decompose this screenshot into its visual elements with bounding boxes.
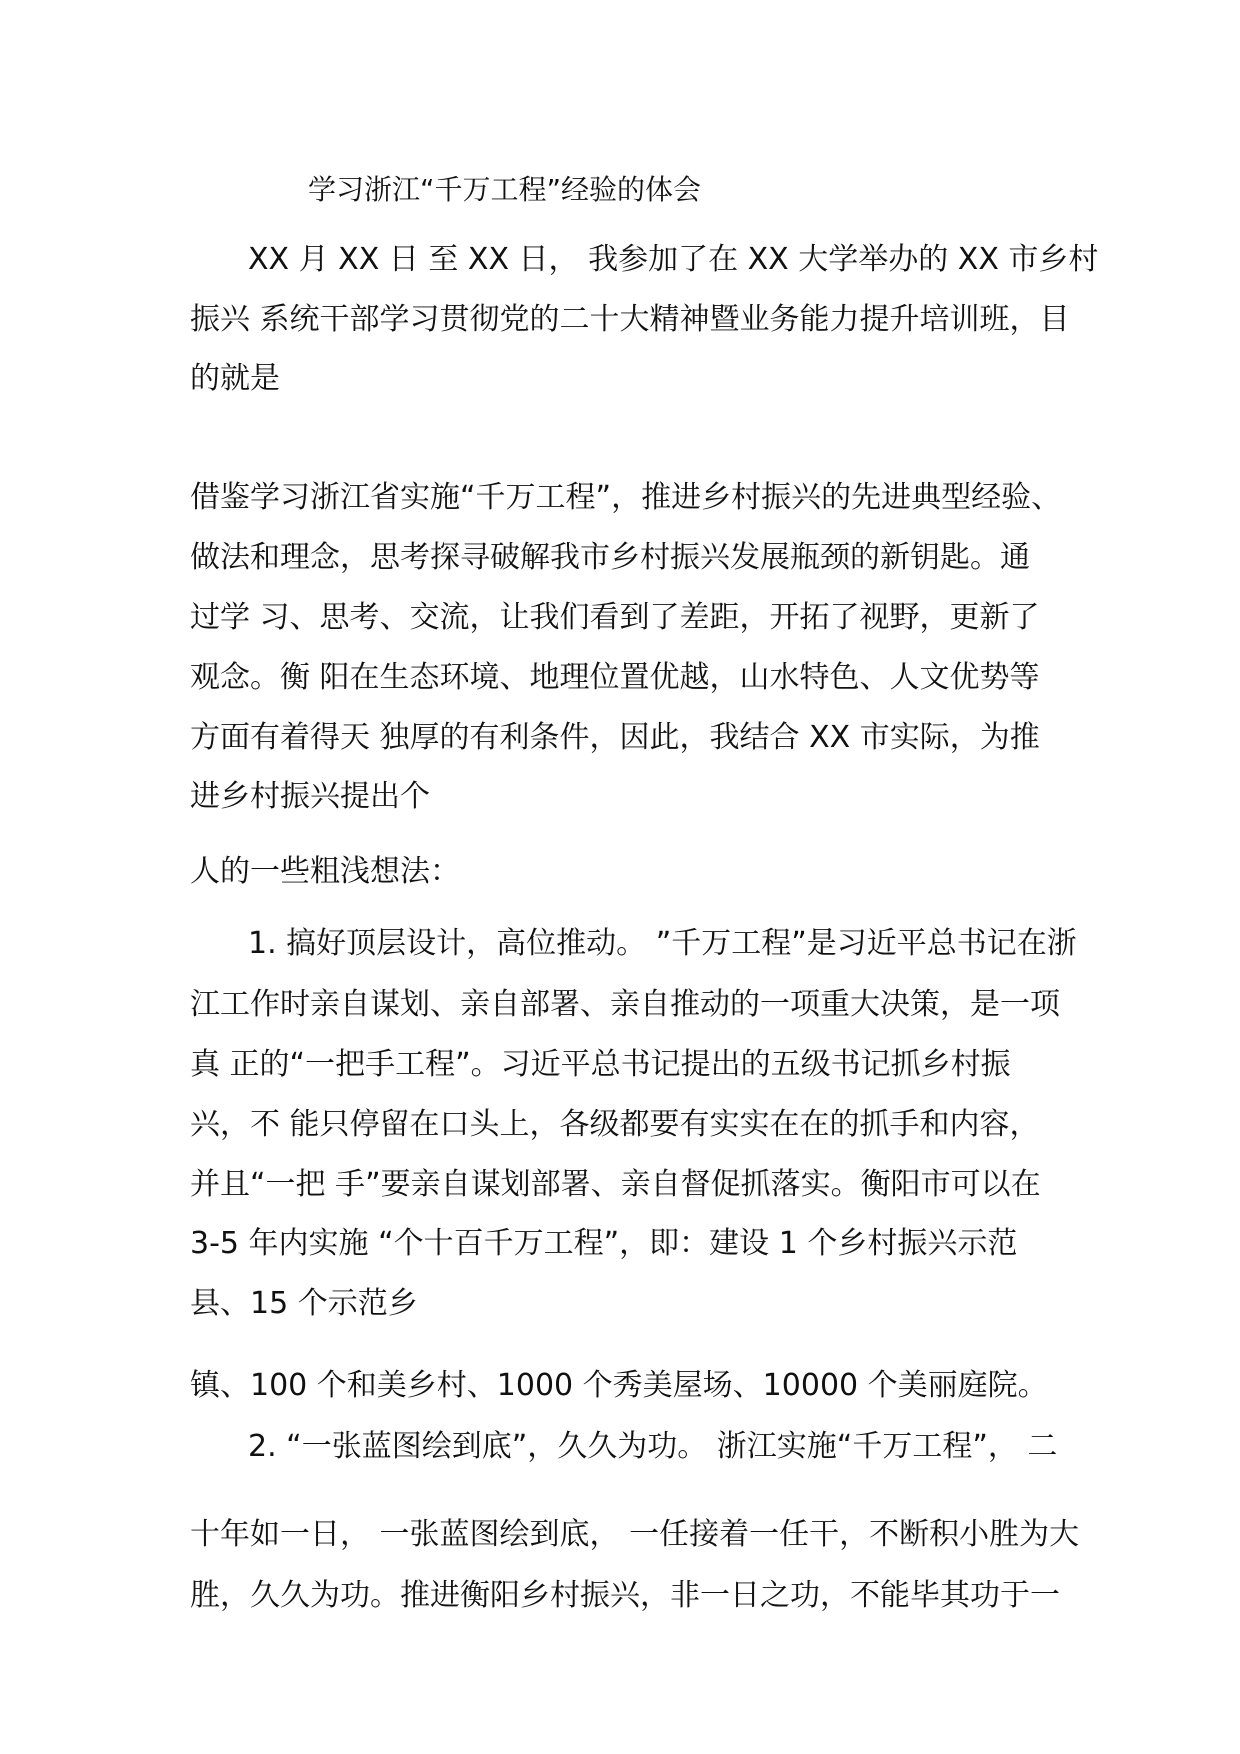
paragraph-line: 兴，不 能只停留在口头上，各级都要有实实在在的抓手和内容， bbox=[190, 1107, 1040, 1142]
paragraph-line: 真 正的“一把手工程”。习近平总书记提出的五级书记抓乡村振 bbox=[190, 1047, 1011, 1082]
document-title: 学习浙江“千万工程”经验的体会 bbox=[308, 173, 702, 206]
paragraph-line: 方面有着得天 独厚的有利条件，因此，我结合 XX 市实际，为推 bbox=[190, 720, 1040, 755]
paragraph-line: 镇、100 个和美乡村、1000 个秀美屋场、10000 个美丽庭院。 bbox=[190, 1368, 1048, 1403]
paragraph-line: 2. “一张蓝图绘到底”，久久为功。 浙江实施“千万工程”， 二 bbox=[248, 1429, 1058, 1464]
paragraph-line: 江工作时亲自谋划、亲自部署、亲自推动的一项重大决策，是一项 bbox=[190, 987, 1060, 1022]
paragraph-line: 人的一些粗浅想法： bbox=[190, 854, 460, 889]
paragraph-line: 并且“一把 手”要亲自谋划部署、亲自督促抓落实。衡阳市可以在 bbox=[190, 1167, 1041, 1202]
paragraph-line: 观念。衡 阳在生态环境、地理位置优越，山水特色、人文优势等 bbox=[190, 660, 1040, 695]
paragraph-line: 做法和理念，思考探寻破解我市乡村振兴发展瓶颈的新钥匙。通 bbox=[190, 540, 1030, 575]
paragraph-line: 3-5 年内实施 “个十百千万工程”，即：建设 1 个乡村振兴示范 bbox=[190, 1226, 1018, 1261]
paragraph-line: 十年如一日， 一张蓝图绘到底， 一任接着一任干，不断积小胜为大 bbox=[190, 1517, 1080, 1552]
paragraph-line: 1. 搞好顶层设计，高位推动。 ”千万工程”是习近平总书记在浙 bbox=[248, 926, 1077, 961]
paragraph-line: 的就是 bbox=[190, 361, 280, 396]
paragraph-line: 县、15 个示范乡 bbox=[190, 1286, 418, 1321]
paragraph-line: XX 月 XX 日 至 XX 日， 我参加了在 XX 大学举办的 XX 市乡村 bbox=[248, 242, 1099, 277]
paragraph-line: 进乡村振兴提出个 bbox=[190, 779, 430, 814]
paragraph-line: 借鉴学习浙江省实施“千万工程”，推进乡村振兴的先进典型经验、 bbox=[190, 480, 1062, 515]
paragraph-line: 振兴 系统干部学习贯彻党的二十大精神暨业务能力提升培训班，目 bbox=[190, 302, 1070, 337]
paragraph-line: 胜，久久为功。推进衡阳乡村振兴，非一日之功，不能毕其功于一 bbox=[190, 1578, 1060, 1613]
paragraph-line: 过学 习、思考、交流，让我们看到了差距，开拓了视野，更新了 bbox=[190, 600, 1040, 635]
